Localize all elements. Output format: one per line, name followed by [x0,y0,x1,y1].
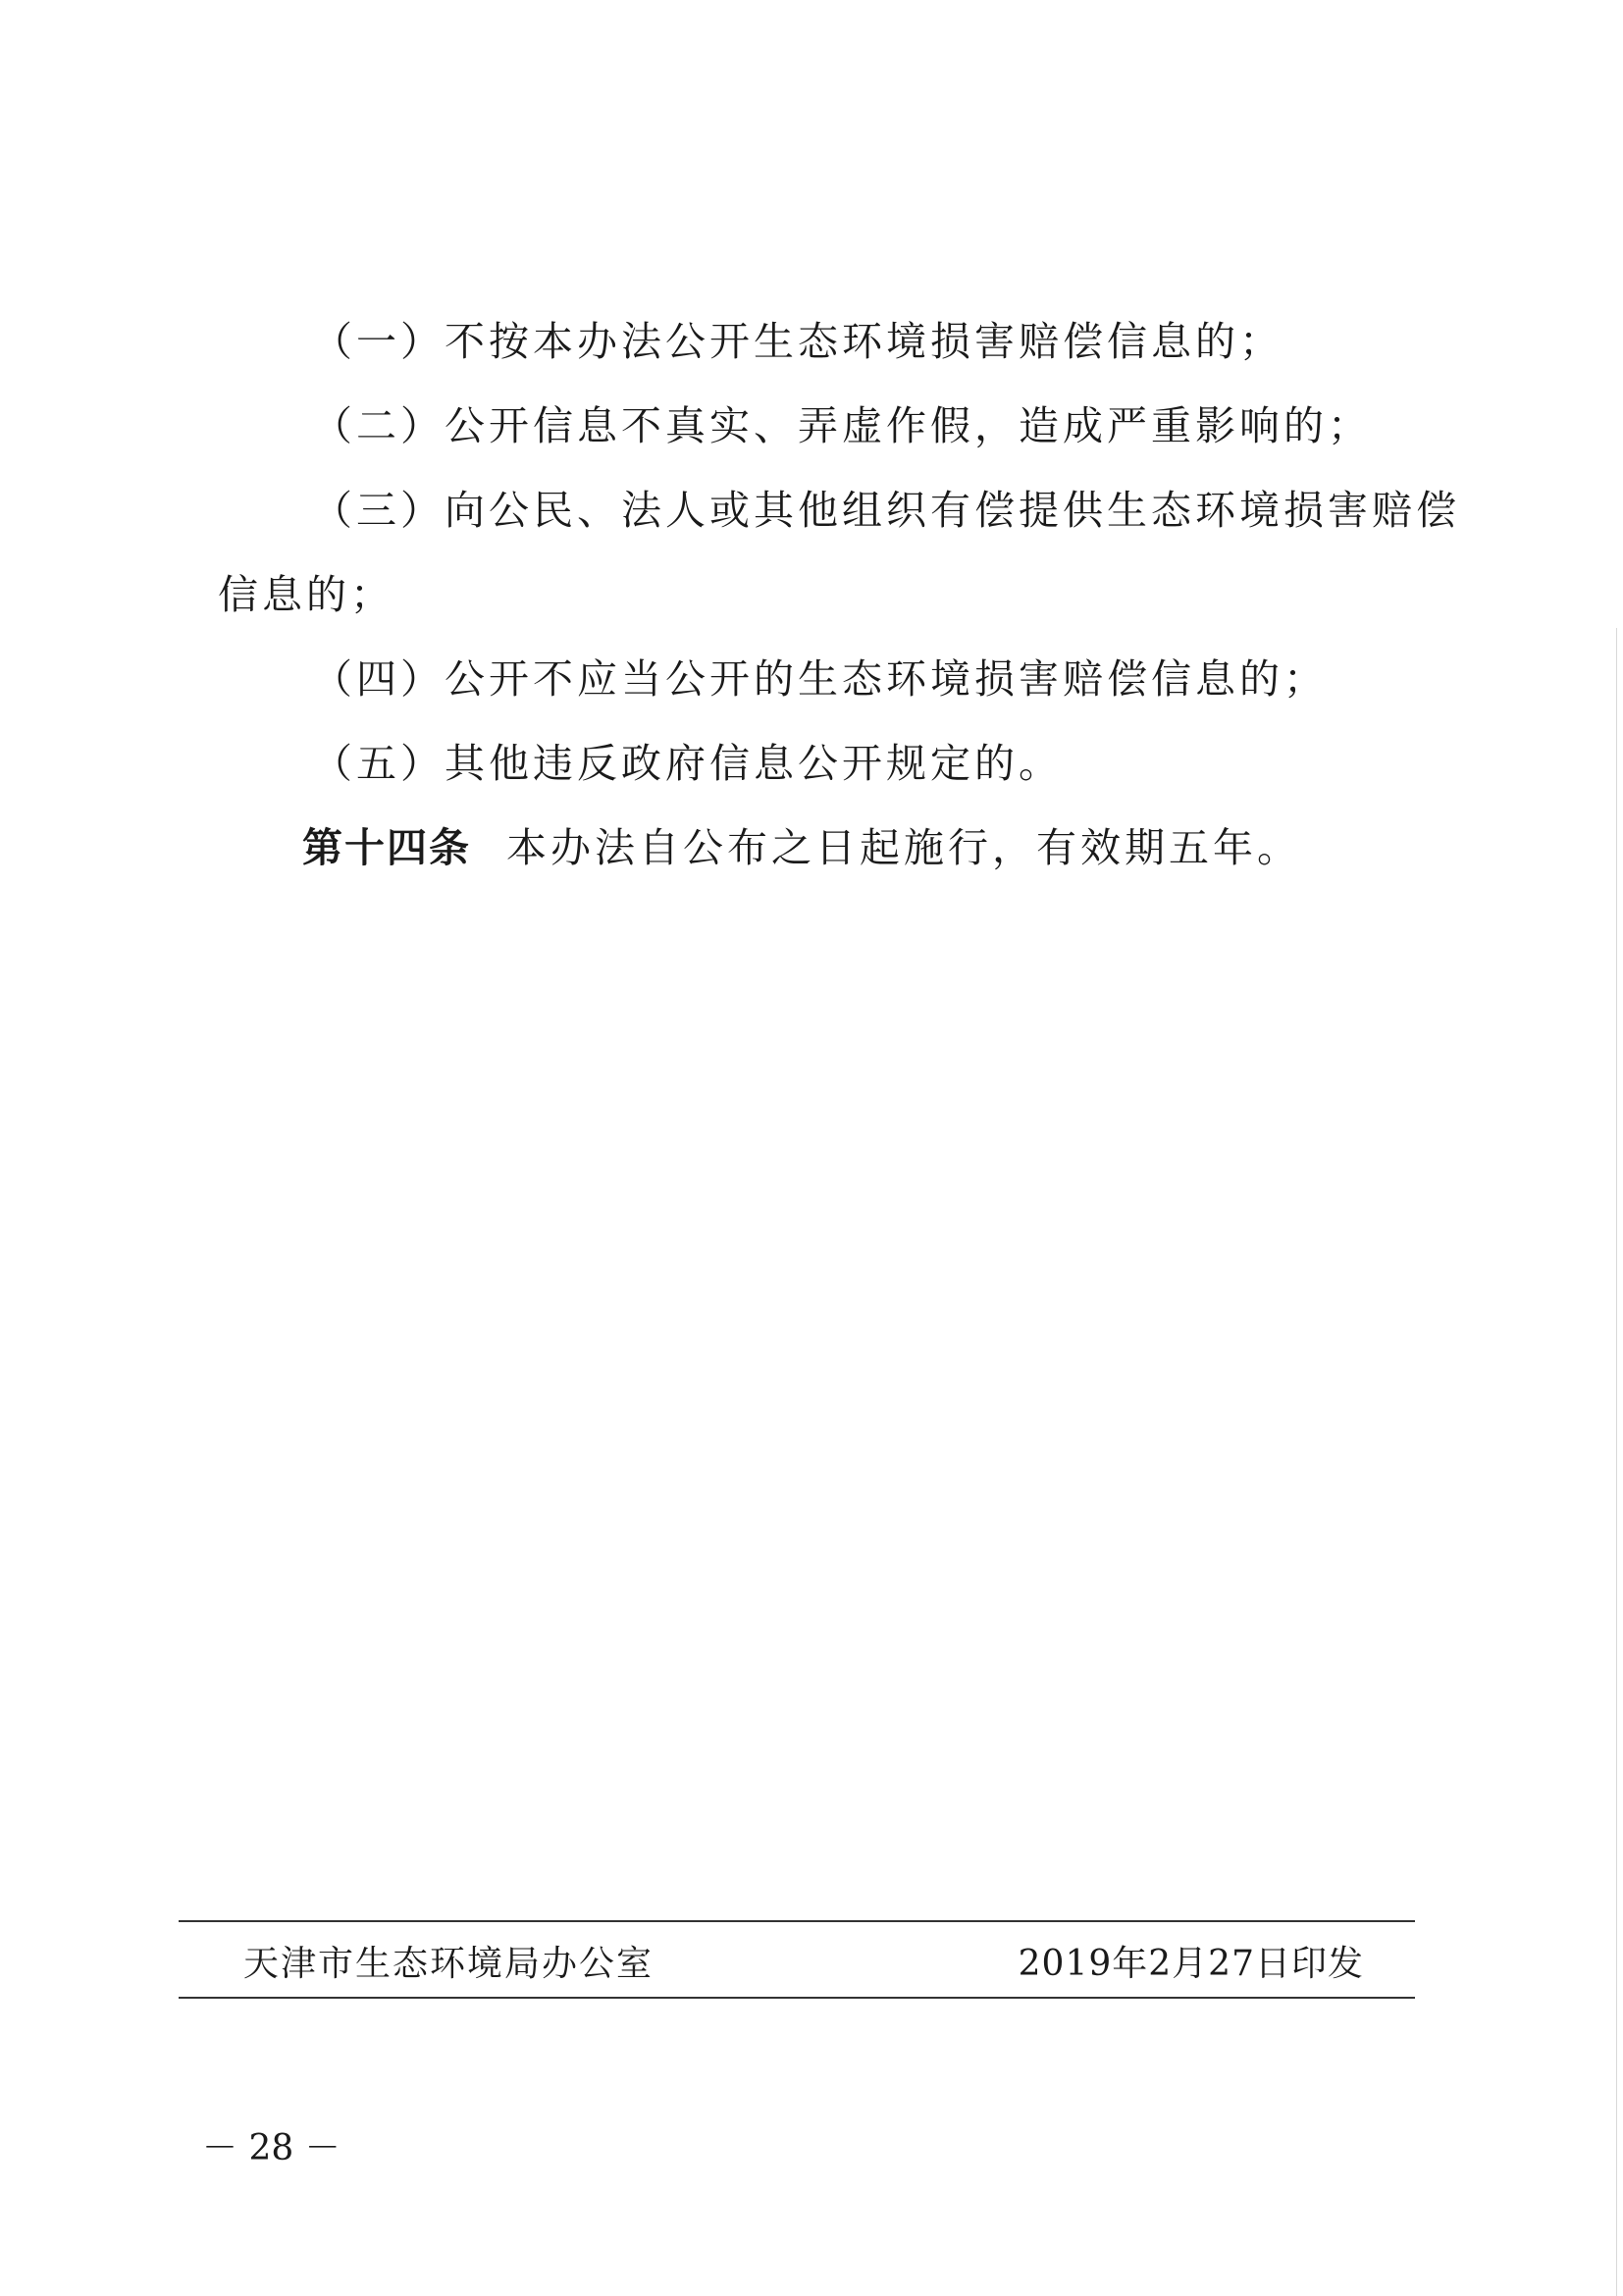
article-text: 本办法自公布之日起施行，有效期五年。 [506,824,1301,871]
issue-date: 2019年2月27日印发 [1018,1944,1364,1984]
list-item: （四）公开不应当公开的生态环境损害赔偿信息的； [312,655,1328,703]
scan-edge-line [1616,628,1617,2296]
list-item-continuation: 信息的； [218,571,394,618]
article-paragraph [218,806,1405,890]
article-number: 第十四条 [302,824,471,871]
list-item: （二）公开信息不真实、弄虚作假，造成严重影响的； [312,402,1372,449]
page-number: － 28 － [202,2128,340,2168]
list-item: （三）向公民、法人或其他组织有偿提供生态环境损害赔偿 [312,487,1460,534]
issuer-name: 天津市生态环境局办公室 [243,1944,654,1984]
issuance-footer [179,1920,1415,1999]
document-body [218,299,1460,890]
list-item: （五）其他违反政府信息公开规定的。 [312,740,1063,787]
list-item: （一）不按本办法公开生态环境损害赔偿信息的； [312,318,1283,365]
